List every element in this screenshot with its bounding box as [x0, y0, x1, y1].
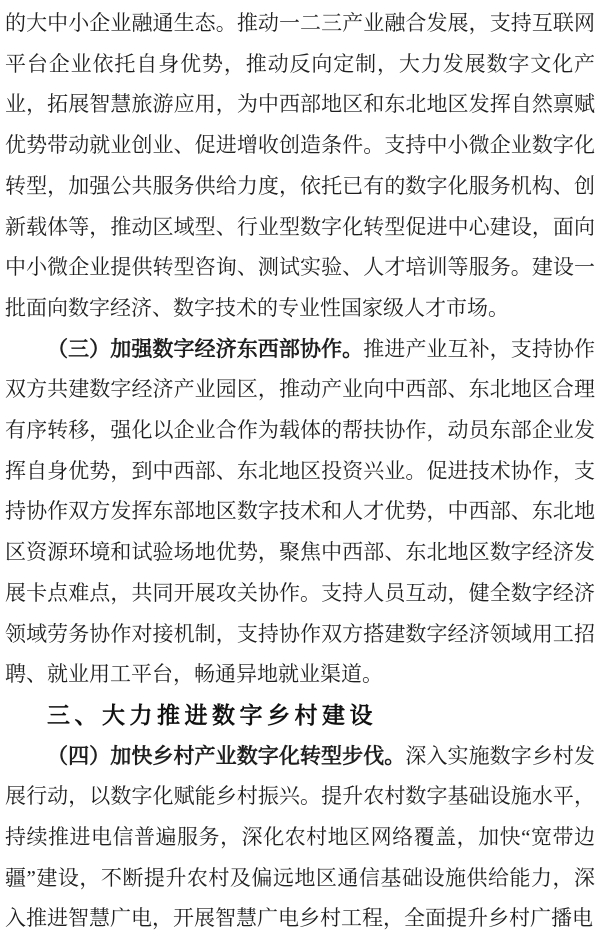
section-heading-rural-digital: 三、大力推进数字乡村建设 [47, 701, 377, 728]
paragraph-body-section-four: 深入实施数字乡村发展行动，以数字化赋能乡村振兴。提升农村数字基础设施水平，持续推进电信普遍服务，深化农村地区网络覆盖，加快“宽带边疆”建设，不断提升农村及偏远地区通信基础设施供给能力，深入推进智慧广电，开展智慧广电乡村工程，全面提升乡村广播电 [5, 743, 595, 931]
paragraph-body-section-three: 推进产业互补，支持协作双方共建数字经济产业园区，推动产业向中西部、东北地区合理有序转移，强化以企业合作为载体的帮扶协作，动员东部企业发挥自身优势，到中西部、东北地区投资兴业。促进技术协作，支持协作双方发挥东部地区数字技术和人才优势，中西部、东北地区资源环境和试验场地优势，聚焦中西部、东北地区数字经济发展卡点难点，共同开展攻关协作。支持人员互动，健全数字经济领域劳务协作对接机制，支持协作双方搭建数字经济领域用工招聘、就业用工平台，畅通异地就业渠道。 [5, 336, 596, 687]
paragraph-section-four [5, 736, 595, 938]
paragraph-continuation: 的大中小企业融通生态。推动一二三产业融合发展，支持互联网平台企业依托自身优势，推动反向定制，大力发展数字文化产业，拓展智慧旅游应用，为中西部地区和东北地区发挥自然禀赋优势带动就业创业、促进增收创造条件。支持中小微企业数字化转型，加强公共服务供给力度，依托已有的数字化服务机构、创新载体等，推动区域型、行业型数字化转型促进中心建设，面向中小微企业提供转型咨询、测试实验、人才培训等服务。建设一批面向数字经济、数字技术的专业性国家级人才市场。 [5, 11, 595, 320]
paragraph-lead-section-four: （四）加快乡村产业数字化转型步伐。 [47, 743, 406, 768]
paragraph-section-three [5, 329, 595, 695]
paragraph-lead-section-three: （三）加强数字经济东西部协作。 [47, 336, 364, 361]
